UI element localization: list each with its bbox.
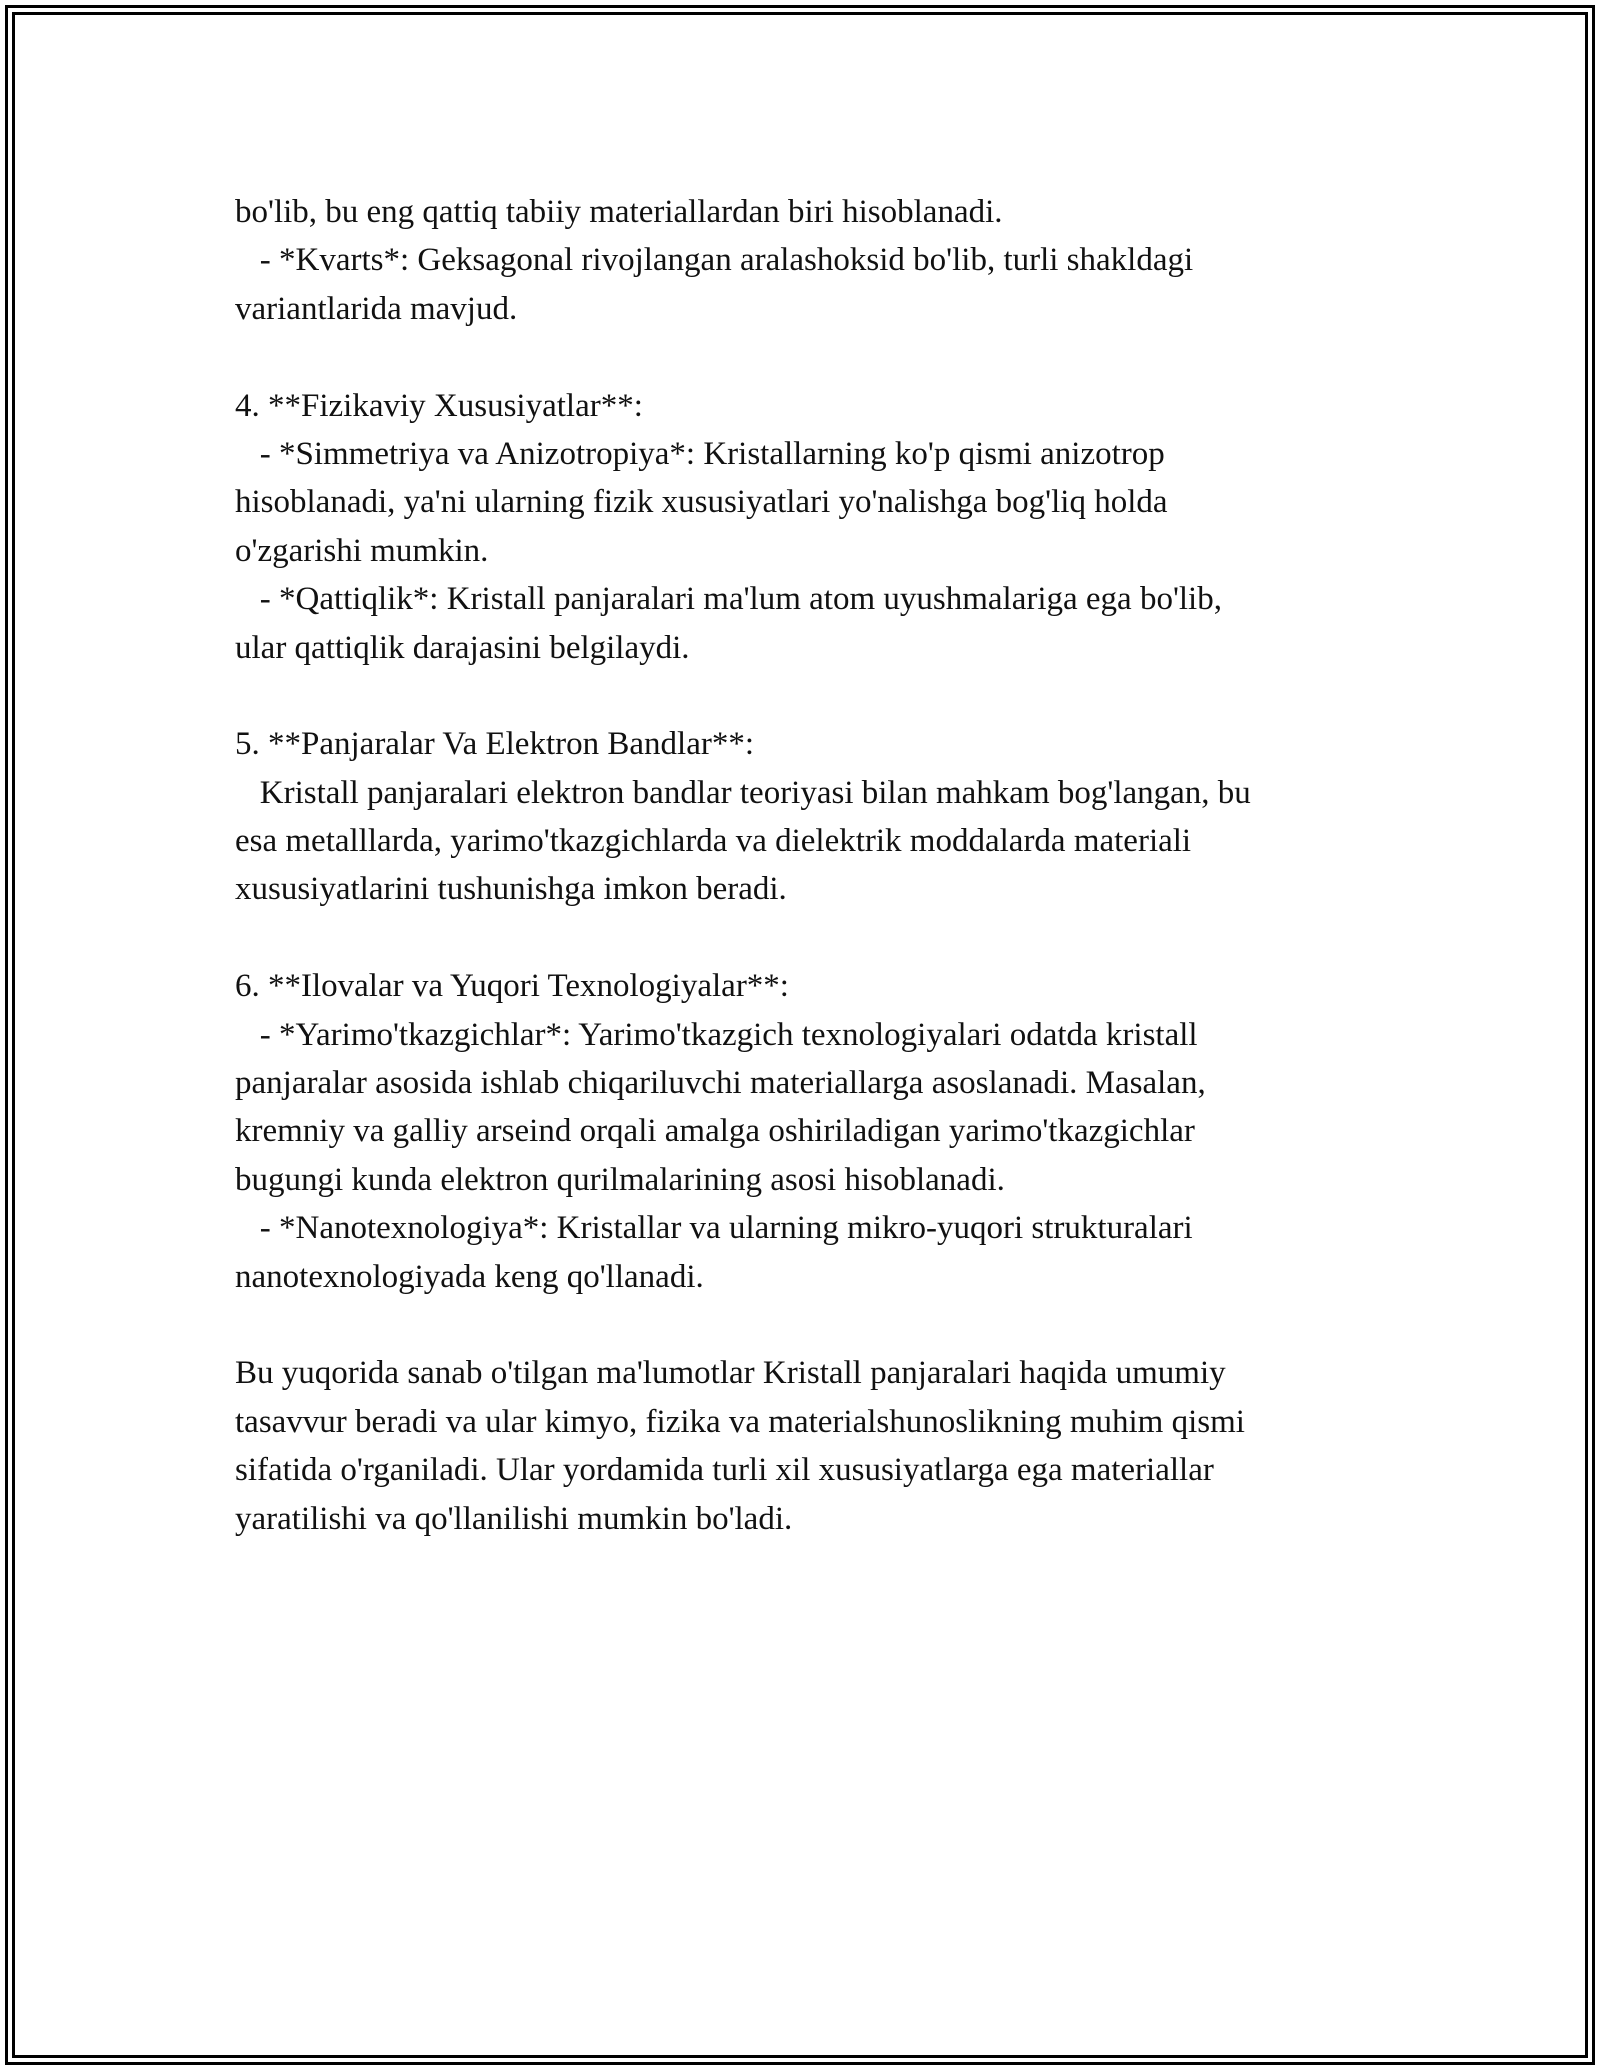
paragraph-gap <box>235 672 1415 720</box>
text-line: variantlarida mavjud. <box>235 290 518 327</box>
text-line: Bu yuqorida sanab o'tilgan ma'lumotlar Kristall panjaralari haqida umumiy <box>235 1355 1226 1392</box>
text-line: kremniy va galliy arseind orqali amalga oshiriladigan yarimo'tkazgichlar <box>235 1113 1195 1150</box>
text-line: xususiyatlarini tushunishga imkon beradi. <box>235 871 787 908</box>
text-line: esa metalllarda, yarimo'tkazgichlarda va dielektrik moddalarda materiali <box>235 823 1192 860</box>
section-heading: 6. **Ilovalar va Yuqori Texnologiyalar**: <box>235 968 789 1005</box>
text-line: sifatida o'rganiladi. Ular yordamida turli xil xususiyatlarga ega materiallar <box>235 1452 1214 1489</box>
document-body <box>235 188 1415 1543</box>
text-line: yaratilishi va qo'llanilishi mumkin bo'ladi. <box>235 1500 793 1537</box>
section-heading: 4. **Fizikaviy Xususiyatlar**: <box>235 387 643 424</box>
text-line: panjaralar asosida ishlab chiqariluvchi materiallarga asoslanadi. Masalan, <box>235 1065 1206 1102</box>
text-line: ular qattiqlik darajasini belgilaydi. <box>235 629 690 666</box>
paragraph-gap <box>235 914 1415 962</box>
section-heading: 5. **Panjaralar Va Elektron Bandlar**: <box>235 726 754 763</box>
text-line: - *Yarimo'tkazgichlar*: Yarimo'tkazgich texnologiyalari odatda kristall <box>235 1016 1198 1053</box>
paragraph-gap <box>235 1301 1415 1349</box>
paragraph-gap <box>235 333 1415 381</box>
text-line: - *Kvarts*: Geksagonal rivojlangan aralashoksid bo'lib, turli shakldagi <box>235 242 1194 279</box>
text-line: hisoblanadi, ya'ni ularning fizik xususiyatlari yo'nalishga bog'liq holda <box>235 484 1168 521</box>
text-line: o'zgarishi mumkin. <box>235 532 489 569</box>
text-line: - *Simmetriya va Anizotropiya*: Kristallarning ko'p qismi anizotrop <box>235 435 1165 472</box>
text-line: nanotexnologiyada keng qo'llanadi. <box>235 1258 704 1295</box>
text-line: bugungi kunda elektron qurilmalarining asosi hisoblanadi. <box>235 1161 1005 1198</box>
text-line: - *Qattiqlik*: Kristall panjaralari ma'lum atom uyushmalariga ega bo'lib, <box>235 581 1222 618</box>
text-line: tasavvur beradi va ular kimyo, fizika va materialshunoslikning muhim qismi <box>235 1403 1245 1440</box>
text-line: bo'lib, bu eng qattiq tabiiy materiallardan biri hisoblanadi. <box>235 194 1003 230</box>
text-line: Kristall panjaralari elektron bandlar teoriyasi bilan mahkam bog'langan, bu <box>235 774 1251 811</box>
text-line: - *Nanotexnologiya*: Kristallar va ularning mikro-yuqori strukturalari <box>235 1210 1193 1247</box>
